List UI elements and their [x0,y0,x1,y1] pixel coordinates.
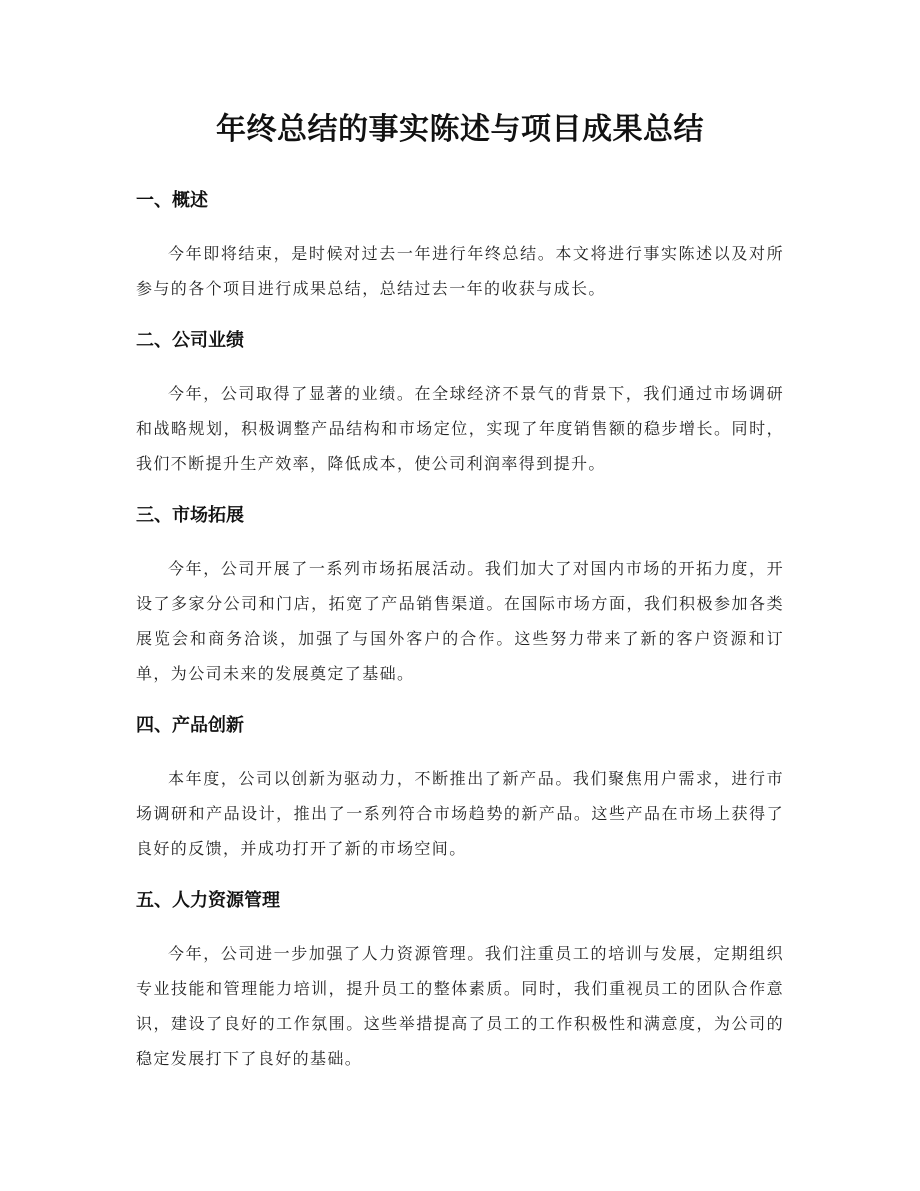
section-body-company-performance: 今年，公司取得了显著的业绩。在全球经济不景气的背景下，我们通过市场调研和战略规划，积极调整产品结构和市场定位，实现了年度销售额的稳步增长。同时，我们不断提升生产效率，降低成本，使公司利润率得到提升。 [136,384,784,473]
section-heading-hr-management: 五、人力资源管理 [136,890,280,911]
document-title: 年终总结的事实陈述与项目成果总结 [216,112,704,147]
section-heading-overview: 一、概述 [136,190,208,211]
section-body-overview: 今年即将结束，是时候对过去一年进行年终总结。本文将进行事实陈述以及对所参与的各个项目进行成果总结，总结过去一年的收获与成长。 [136,244,784,298]
section-heading-company-performance: 二、公司业绩 [136,330,244,351]
section-heading-market-expansion: 三、市场拓展 [136,505,244,526]
section-body-market-expansion: 今年，公司开展了一系列市场拓展活动。我们加大了对国内市场的开拓力度，开设了多家分公司和门店，拓宽了产品销售渠道。在国际市场方面，我们积极参加各类展览会和商务洽谈，加强了与国外客户的合作。这些努力带来了新的客户资源和订单，为公司未来的发展奠定了基础。 [136,559,784,683]
section-heading-product-innovation: 四、产品创新 [136,715,244,736]
section-body-hr-management: 今年，公司进一步加强了人力资源管理。我们注重员工的培训与发展，定期组织专业技能和管理能力培训，提升员工的整体素质。同时，我们重视员工的团队合作意识，建设了良好的工作氛围。这些举措提高了员工的工作积极性和满意度，为公司的稳定发展打下了良好的基础。 [136,944,784,1068]
section-body-product-innovation: 本年度，公司以创新为驱动力，不断推出了新产品。我们聚焦用户需求，进行市场调研和产品设计，推出了一系列符合市场趋势的新产品。这些产品在市场上获得了良好的反馈，并成功打开了新的市场空间。 [136,769,784,858]
